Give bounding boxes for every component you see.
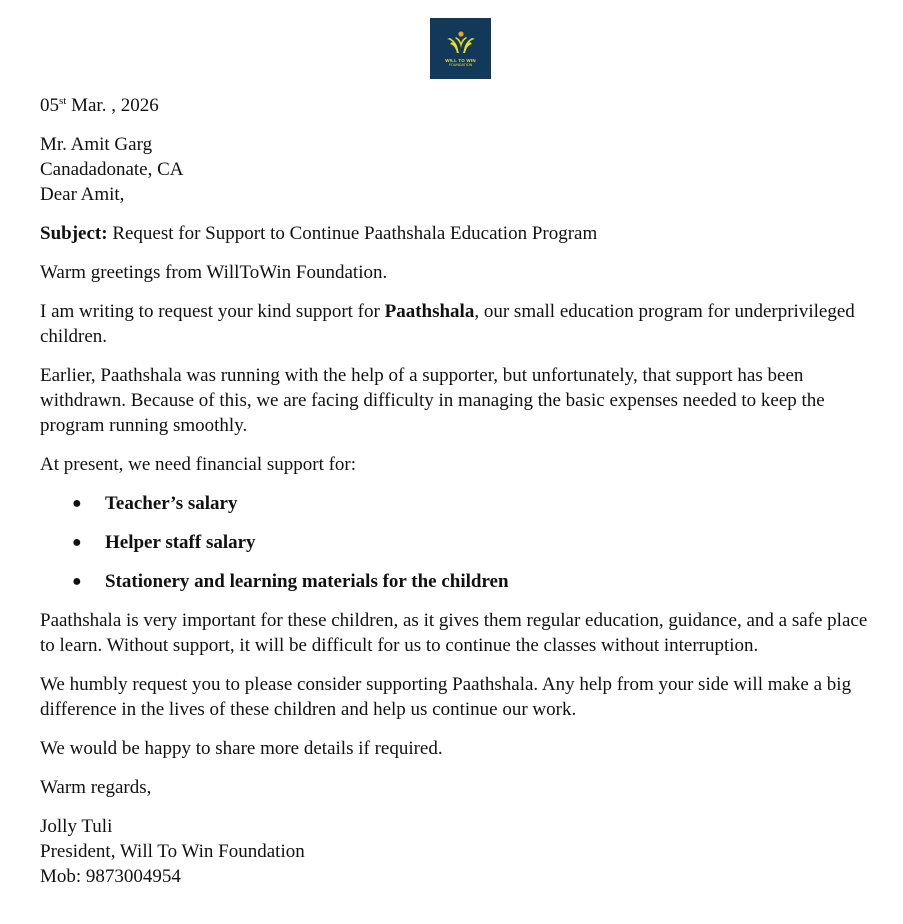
logo-text-line2: FOUNDATION <box>448 63 473 67</box>
needs-item <box>40 530 885 555</box>
intro-text-after: , our small education program for underprivileged children. <box>40 301 855 347</box>
bullet-icon: ● <box>72 534 82 551</box>
date-suffix: st <box>59 95 67 107</box>
intro-text-before: I am writing to request your kind support for <box>40 301 385 322</box>
greeting: Warm greetings from WillToWin Foundation. <box>40 262 388 283</box>
recipient-block <box>40 132 885 207</box>
needs-list <box>40 491 885 594</box>
letter-date <box>40 93 885 118</box>
needs-item-text: Teacher’s salary <box>105 493 238 514</box>
subject-text: Request for Support to Continue Paathshala Education Program <box>107 223 598 244</box>
foundation-logo <box>430 18 491 79</box>
needs-item <box>40 569 885 594</box>
details-paragraph: We would be happy to share more details if required. <box>40 738 443 759</box>
program-name: Paathshala <box>384 301 475 322</box>
letter-body <box>40 93 885 889</box>
needs-item <box>40 491 885 516</box>
salutation: Dear Amit, <box>40 184 125 205</box>
date-day: 05 <box>40 95 59 116</box>
needs-item-text: Stationery and learning materials for the children <box>105 571 509 592</box>
intro-paragraph <box>40 299 885 349</box>
will-to-win-emblem-icon <box>444 30 478 58</box>
closing: Warm regards, <box>40 777 152 798</box>
needs-item-text: Helper staff salary <box>105 532 256 553</box>
date-rest: Mar. , 2026 <box>66 95 159 116</box>
logo-text-line1: WILL TO WIN <box>445 58 476 63</box>
subject-label: Subject: <box>40 223 108 244</box>
bullet-icon: ● <box>72 573 82 590</box>
importance-paragraph: Paathshala is very important for these children, as it gives them regular education, guidance, and a safe place to learn. Without support, it will be difficult for us to continue the classes without interruption. <box>40 610 868 656</box>
subject-line <box>40 221 885 246</box>
signatory-title: President, Will To Win Foundation <box>40 841 305 862</box>
bullet-icon: ● <box>72 495 82 512</box>
needs-intro: At present, we need financial support for: <box>40 454 357 475</box>
signatory-name: Jolly Tuli <box>40 816 113 837</box>
signature-block <box>40 814 885 889</box>
signatory-phone: Mob: 9873004954 <box>40 866 181 887</box>
request-paragraph: We humbly request you to please consider supporting Paathshala. Any help from your side will make a big difference in the lives of these children and help us continue our work. <box>40 674 852 720</box>
recipient-name: Mr. Amit Garg <box>40 134 153 155</box>
recipient-org: Canadadonate, CA <box>40 159 184 180</box>
earlier-paragraph: Earlier, Paathshala was running with the help of a supporter, but unfortunately, that support has been withdrawn. Because of this, we are facing difficulty in managing the basic expenses needed to keep the program running smoothly. <box>40 365 825 436</box>
